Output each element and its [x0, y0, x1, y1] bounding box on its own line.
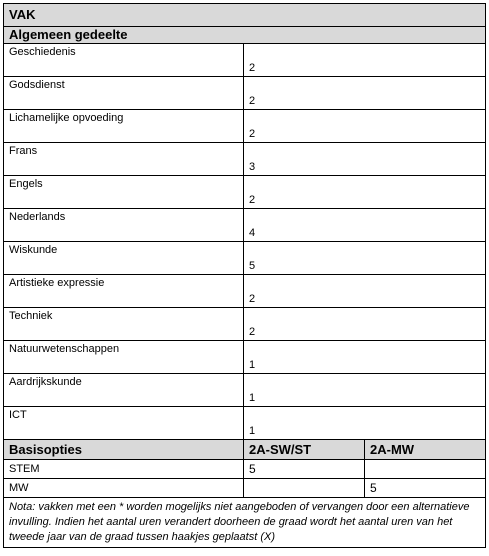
- subject-hours: 2: [244, 275, 486, 308]
- subject-hours: 2: [244, 308, 486, 341]
- options-label: Basisopties: [4, 440, 244, 460]
- table-row: [4, 460, 486, 479]
- subject-hours: 2: [244, 176, 486, 209]
- footnote: Nota: vakken met een * worden mogelijks niet aangeboden of vervangen door een alternatieve invulling. Indien het aantal uren verandert doorheen de graad wordt het aantal uren van het tweede jaar van de graad tussen haakjes geplaatst (X): [4, 498, 486, 548]
- table-row: [4, 479, 486, 498]
- note-row: [4, 498, 486, 548]
- options-header-row: [4, 440, 486, 460]
- subject-hours: 1: [244, 374, 486, 407]
- subject-name: Aardrijkskunde: [4, 374, 244, 407]
- table-row: [4, 308, 486, 341]
- subject-name: Natuurwetenschappen: [4, 341, 244, 374]
- subject-hours: 5: [244, 242, 486, 275]
- table-row: [4, 77, 486, 110]
- table-row: [4, 275, 486, 308]
- section-header-row: [4, 27, 486, 44]
- subject-name: Lichamelijke opvoeding: [4, 110, 244, 143]
- subject-name: Nederlands: [4, 209, 244, 242]
- subject-hours: 2: [244, 77, 486, 110]
- subject-hours: 3: [244, 143, 486, 176]
- subject-name: Techniek: [4, 308, 244, 341]
- option-hours-col2: [365, 460, 486, 479]
- option-hours-col1: 5: [244, 460, 365, 479]
- table-row: [4, 44, 486, 77]
- curriculum-table-container: [3, 3, 485, 548]
- option-hours-col1: [244, 479, 365, 498]
- table-row: [4, 407, 486, 440]
- column-header-vak: VAK: [4, 4, 486, 27]
- subject-name: Engels: [4, 176, 244, 209]
- table-row: [4, 143, 486, 176]
- table-header-row: [4, 4, 486, 27]
- section-title: Algemeen gedeelte: [4, 27, 486, 44]
- subject-name: Godsdienst: [4, 77, 244, 110]
- subject-hours: 4: [244, 209, 486, 242]
- subject-name: ICT: [4, 407, 244, 440]
- subject-name: Frans: [4, 143, 244, 176]
- subject-hours: 1: [244, 341, 486, 374]
- table-row: [4, 209, 486, 242]
- subject-hours: 2: [244, 44, 486, 77]
- table-row: [4, 242, 486, 275]
- option-name: MW: [4, 479, 244, 498]
- subject-name: Artistieke expressie: [4, 275, 244, 308]
- curriculum-table: [3, 3, 486, 548]
- subject-hours: 1: [244, 407, 486, 440]
- table-row: [4, 341, 486, 374]
- subject-name: Wiskunde: [4, 242, 244, 275]
- table-row: [4, 176, 486, 209]
- option-hours-col2: 5: [365, 479, 486, 498]
- options-column-2a-sw-st: 2A-SW/ST: [244, 440, 365, 460]
- option-name: STEM: [4, 460, 244, 479]
- table-row: [4, 110, 486, 143]
- options-column-2a-mw: 2A-MW: [365, 440, 486, 460]
- subject-hours: 2: [244, 110, 486, 143]
- table-row: [4, 374, 486, 407]
- subject-name: Geschiedenis: [4, 44, 244, 77]
